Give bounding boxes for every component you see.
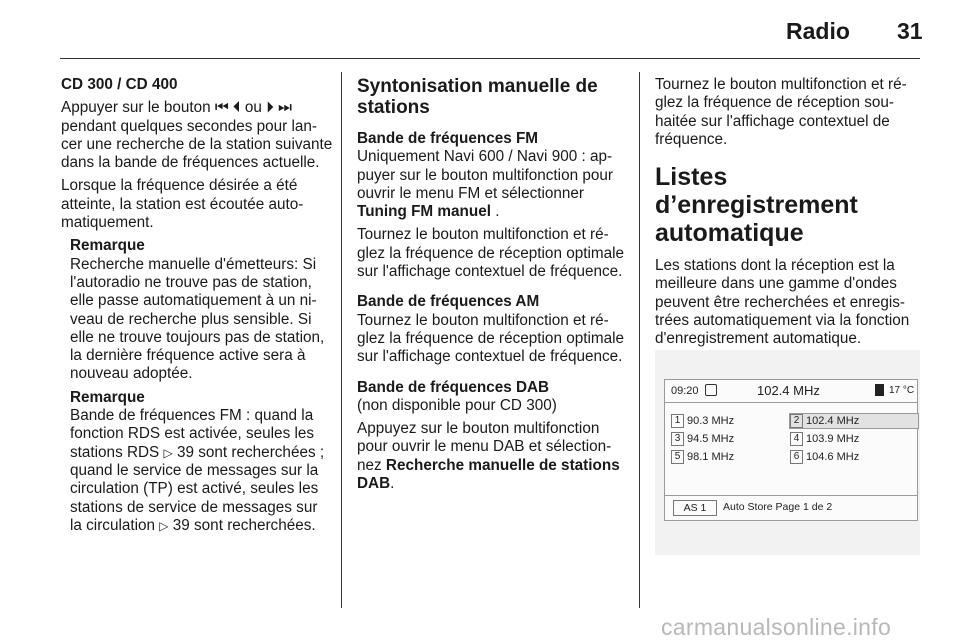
subsection-title: Bande de fréquences FM: [357, 130, 539, 147]
phone-icon: [875, 384, 884, 396]
subsection-title: Bande de fréquences AM: [357, 293, 540, 311]
preset-item-selected[interactable]: 2 102.4 MHz: [789, 413, 919, 429]
note-title: Remarque: [70, 237, 145, 255]
watermark: carmanualsonline.info: [661, 614, 892, 640]
current-frequency: 102.4 MHz: [757, 383, 820, 398]
preset-item[interactable]: 6 104.6 MHz: [790, 450, 859, 464]
column-left: [61, 76, 333, 540]
page-ref-icon: ▷: [163, 445, 173, 460]
radio-display: [664, 379, 918, 521]
page-header: [0, 0, 960, 64]
temperature: 17 °C: [889, 385, 915, 396]
column-middle: [357, 76, 629, 498]
page-ref-icon: ▷: [159, 518, 169, 533]
section-heading: Syntonisation manuelle de stations: [357, 76, 598, 118]
autostore-button[interactable]: AS 1: [673, 500, 717, 516]
display-status-bar: [665, 380, 917, 403]
header-divider: [60, 58, 920, 59]
page-number: 31: [897, 18, 923, 44]
preset-item[interactable]: 5 98.1 MHz: [671, 450, 734, 464]
paragraph: Tournez le bouton multifonction et réglez la fréquence de réception souhaitée sur l'affichage contextuel de fréquence.: [655, 76, 907, 148]
refresh-icon: [705, 384, 717, 396]
paragraph: Lorsque la fréquence désirée a été atteinte, la station est écoutée automatiquement.: [61, 177, 304, 232]
paragraph: Appuyer sur le bouton ⏮ ⏴ ou ⏵ ⏭ pendant quelques secondes pour lancer une recherche de la station suivante dans la bande de fréquences actuelle.: [61, 99, 333, 172]
paragraph: Tournez le bouton multifonction et réglez la fréquence de réception optimale sur l'affichage contextuel de fréquence.: [357, 226, 625, 281]
section-title: Radio: [786, 18, 850, 44]
note-title: Remarque: [70, 388, 145, 406]
column-right: [655, 76, 927, 377]
clock-time: 09:20: [671, 385, 699, 397]
subsection-title: Bande de fréquences DAB: [357, 378, 550, 396]
column-divider: [639, 72, 640, 608]
preset-item[interactable]: 1 90.3 MHz: [671, 414, 734, 428]
radio-screen-figure: [655, 350, 920, 555]
cd-heading: CD 300 / CD 400: [61, 76, 178, 93]
paragraph: Les stations dont la réception est la meilleure dans une gamme d'ondes peuvent être recherchées et enregistrées automatiquement via la fonction d'enregistrement automatique.: [655, 257, 910, 348]
page-ref[interactable]: 39: [177, 443, 195, 461]
paragraph: Uniquement Navi 600 / Navi 900 : appuyer sur le bouton multifonction pour ouvrir le menu FM et sélectionner Tuning FM manuel .: [357, 148, 613, 221]
preset-item[interactable]: 4 103.9 MHz: [790, 432, 859, 446]
note-text: Recherche manuelle d'émetteurs: Si l'autoradio ne trouve pas de station, elle passe automatiquement à un niveau de recherche plus sensible. Si elle ne trouve toujours pas de station, la dernière fréquence active sera à nouveau adoptée.: [70, 255, 325, 383]
page-ref[interactable]: 39: [172, 516, 190, 534]
note-block: [70, 237, 333, 535]
paragraph: Tournez le bouton multifonction et réglez la fréquence de réception optimale sur l'affichage contextuel de fréquence.: [357, 311, 625, 366]
paragraph: Appuyez sur le bouton multifonction pour ouvrir le menu DAB et sélectionnez Recherche manuelle de stations DAB.: [357, 420, 620, 493]
column-divider: [341, 72, 342, 608]
paragraph: (non disponible pour CD 300): [357, 396, 557, 414]
display-bottom-bar: [665, 495, 917, 520]
autostore-page-label: Auto Store Page 1 de 2: [723, 501, 833, 513]
section-heading: Listes d’enregistrement automatique: [655, 163, 858, 248]
preset-item[interactable]: 3 94.5 MHz: [671, 432, 734, 446]
note-text: Bande de fréquences FM : quand la fonction RDS est activée, seules les stations RDS ▷ 39 sont recherchées ; quand le service de messages sur la circulation (TP) est activé, seules les stations de service de messages sur la circulation ▷ 39 sont recherchées.: [70, 407, 325, 534]
